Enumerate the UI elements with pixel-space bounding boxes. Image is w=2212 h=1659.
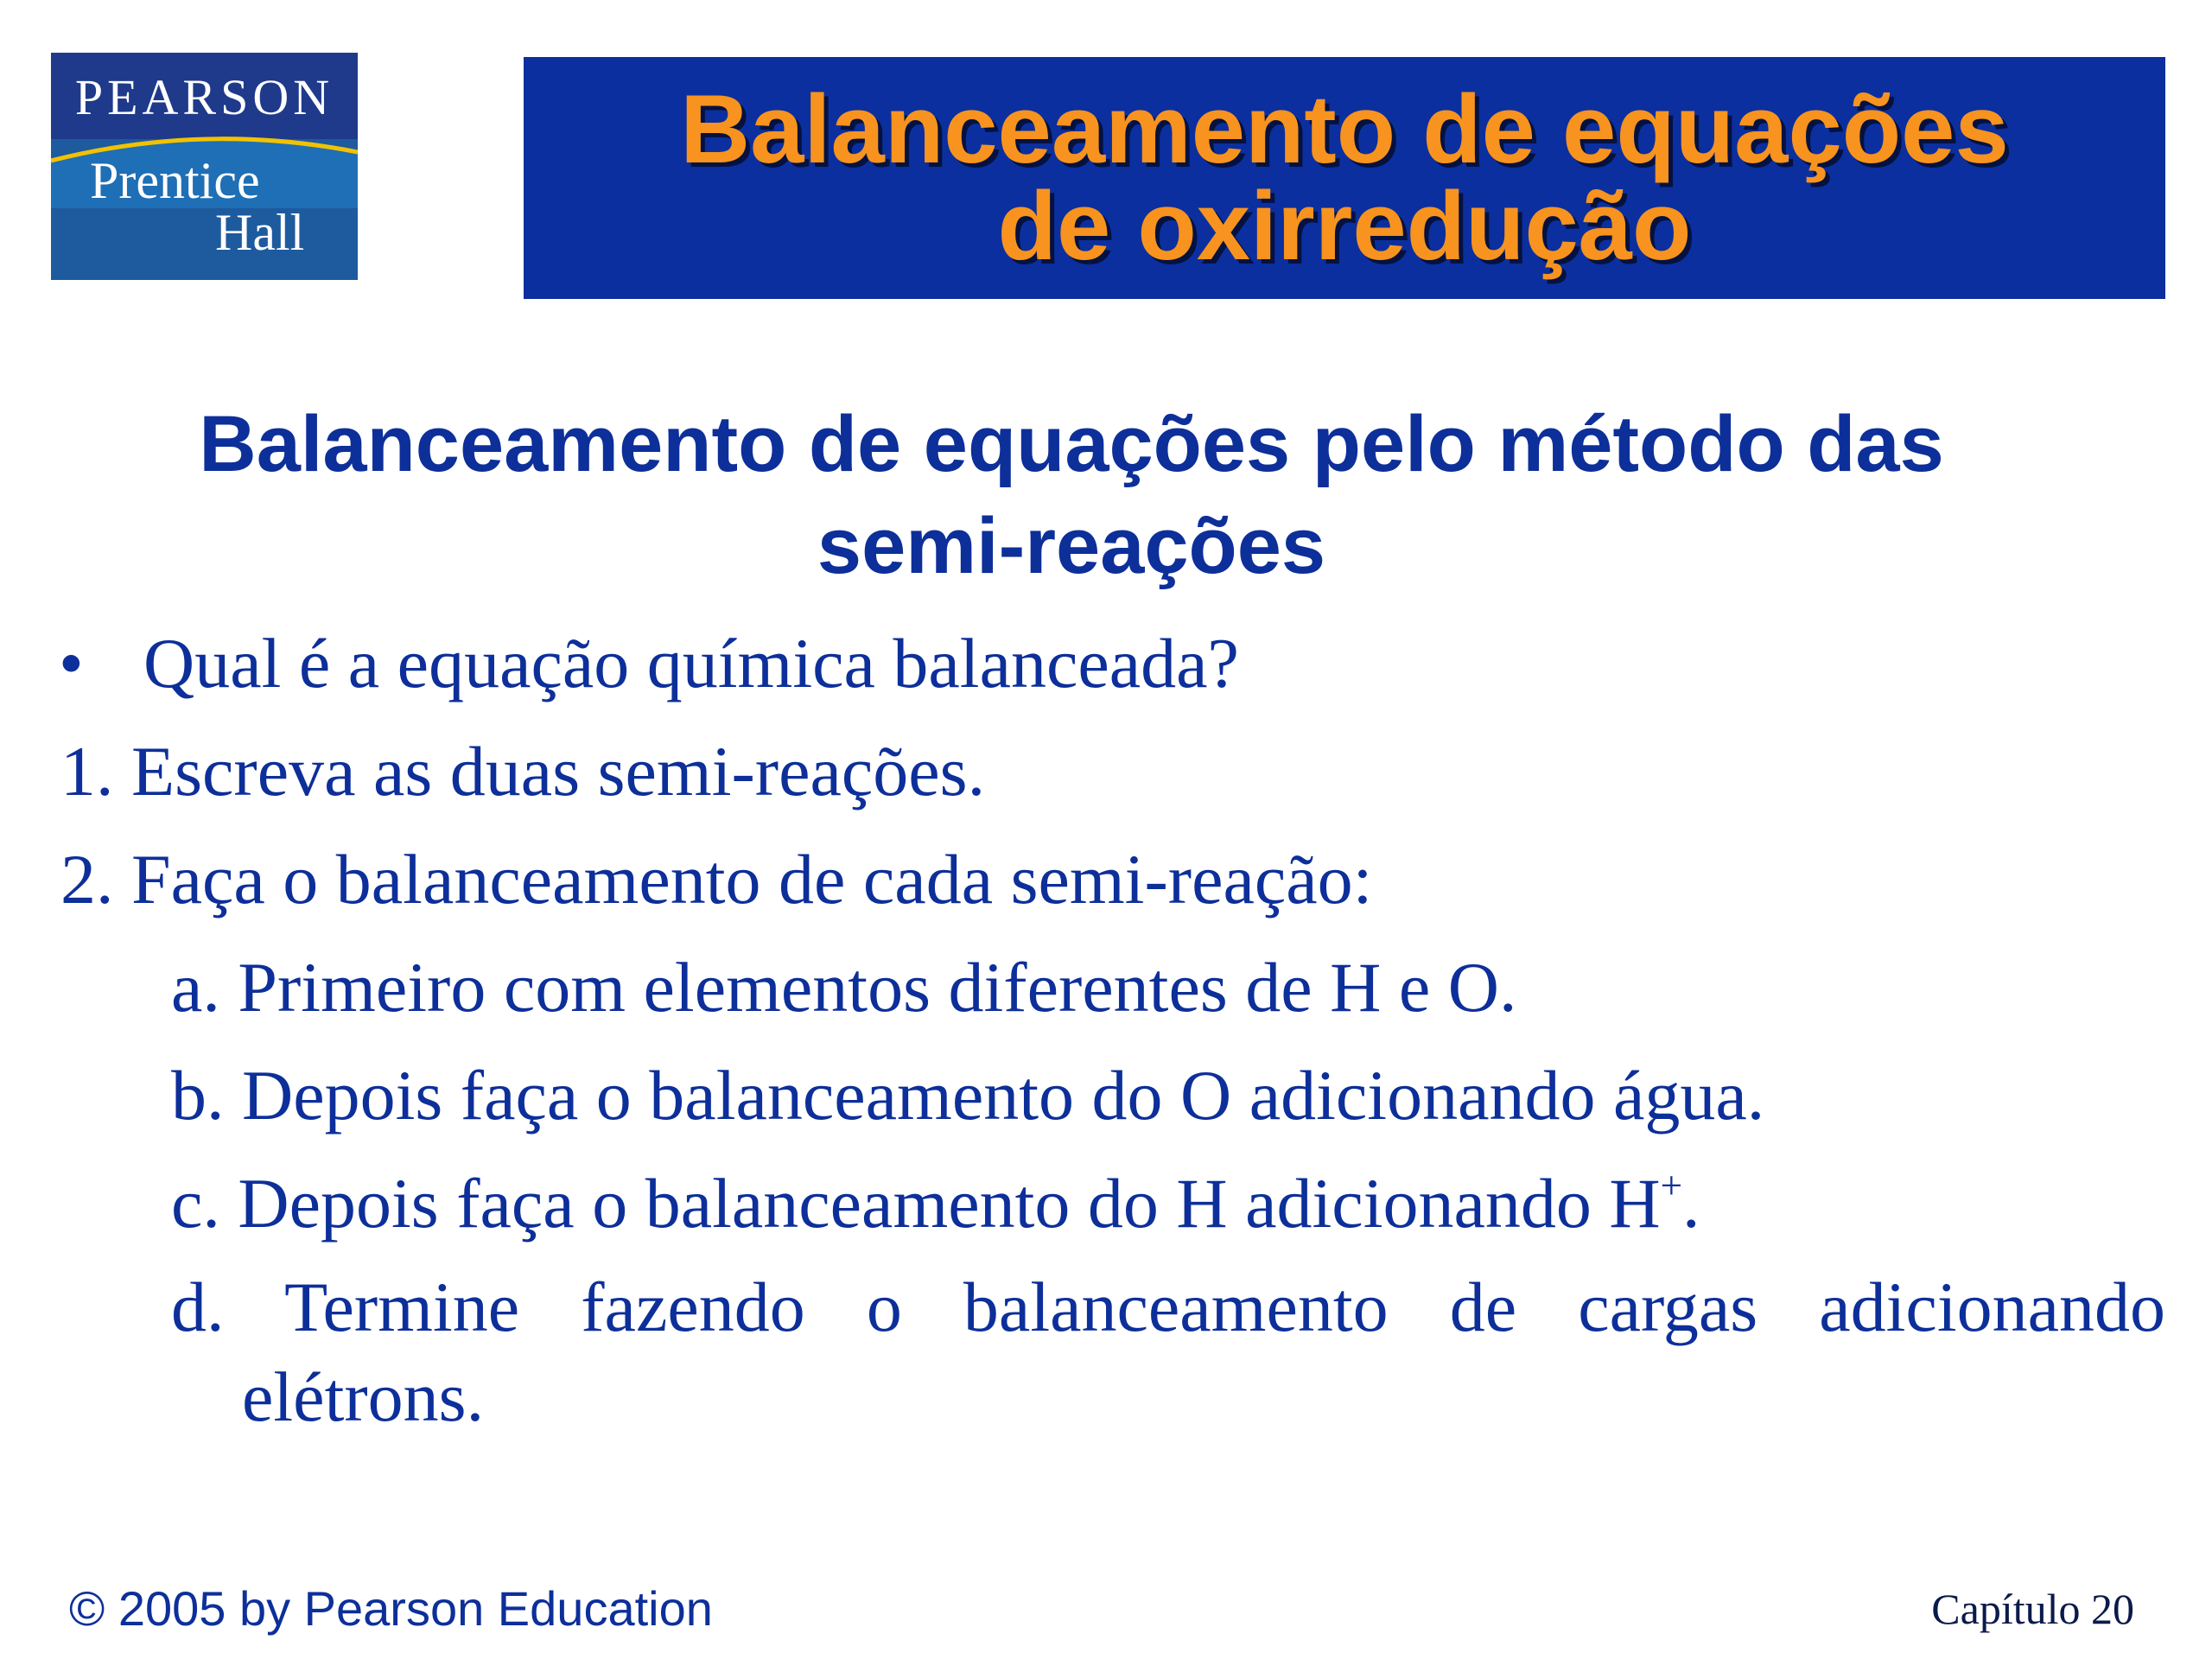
step-d-line-2: elétrons. xyxy=(242,1357,485,1436)
step-2: 2. Faça o balanceamento de cada semi-reação: xyxy=(60,840,1373,918)
logo-sub-text-1: Prentice xyxy=(90,152,260,209)
slide-subtitle-line-1: Balanceamento de equações pelo método das xyxy=(199,400,1944,488)
bullet-icon: • xyxy=(59,624,84,702)
step-a: a. Primeiro com elementos diferentes de H e O. xyxy=(171,948,1517,1027)
step-c-text: c. Depois faça o balanceamento do H adicionando H xyxy=(171,1164,1661,1243)
bullet-question: Qual é a equação química balanceada? xyxy=(143,624,1239,702)
logo-sub-text-2: Hall xyxy=(215,204,305,261)
step-c-period: . xyxy=(1682,1164,1700,1243)
slide-title-line-2: de oxirredução xyxy=(997,172,1692,280)
chapter-footer: Capítulo 20 xyxy=(1931,1585,2134,1633)
pearson-prentice-hall-logo xyxy=(51,53,358,280)
copyright-footer: © 2005 by Pearson Education xyxy=(69,1581,713,1636)
slide-subtitle xyxy=(86,393,2212,597)
logo-brand-text: PEARSON xyxy=(74,69,334,125)
step-b: b. Depois faça o balanceamento do O adicionando água. xyxy=(171,1056,1765,1135)
step-d-line-1: d. Termine fazendo o balanceamento de cargas adicionando xyxy=(171,1268,2165,1346)
step-c-superscript: + xyxy=(1660,1164,1683,1208)
step-c xyxy=(171,1160,1700,1247)
slide-title-line-1: Balanceamento de equações xyxy=(680,75,2009,183)
step-1: 1. Escreva as duas semi-reações. xyxy=(60,732,986,810)
slide-subtitle-line-2: semi-reações xyxy=(817,502,1326,590)
title-banner xyxy=(524,57,2165,299)
